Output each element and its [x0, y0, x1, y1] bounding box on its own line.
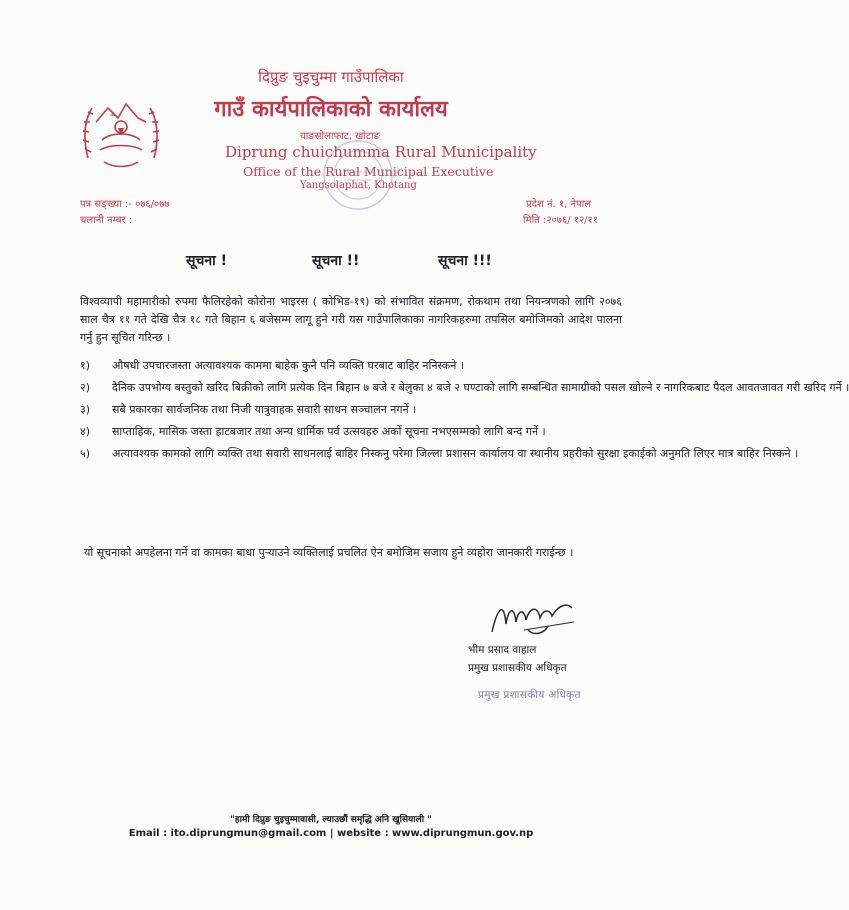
closing-paragraph: यो सूचनाको अपहेलना गर्ने वा कामका बाधा पुऱ्याउने व्यक्तिलाई प्रचलित ऐन बमोजिम सजाय हुने व्यहोरा जानकारी गराईन्छ ।	[84, 546, 574, 559]
list-item	[80, 379, 849, 397]
municipality-name-english: Diprung chuichumma Rural Municipality	[225, 143, 537, 161]
footer-contact: Email : ito.diprungmun@gmail.com | website : www.diprungmun.gov.np	[128, 828, 534, 839]
list-item-text: सबै प्रकारका सार्वजनिक तथा निजी यात्रुवाहक सवारी साधन सञ्चालन नगर्ने ।	[112, 403, 417, 416]
list-item	[80, 401, 625, 419]
province-label: प्रदेश नं. १, नेपाल	[526, 199, 592, 210]
notice-intro-paragraph: विश्वव्यापी महामारीको रुपमा फैलिरहेको कोरोना भाइरस ( कोभिड-१९) को संभावित संक्रमण, रोकथाम तथा नियन्त्रणको लागि २०७६ साल चैत्र ११ गते देखि चैत्र १८ गते बिहान ६ बजेसम्म लागू हुने गरी यस गाउँपालिकाका नागरिकहरुमा तपसिल बमोजिमको आदेश पालना गर्नु हुन सूचित गरिन्छ ।	[80, 295, 622, 344]
signatory-name: भीम प्रसाद वाहाल	[468, 644, 537, 656]
address-nepali: याङसोलाफाट, खोटाङ	[300, 131, 380, 142]
notice-heading-3: सूचना !!!	[438, 253, 492, 269]
list-item-text: औषधी उपचारजस्ता अत्यावश्यक काममा बाहेक कुनै पनि व्यक्ति घरबाट बाहिर ननिस्कने ।	[112, 359, 464, 372]
handwritten-signature	[488, 596, 578, 640]
office-name-nepali: गाउँ कार्यपालिकाको कार्यालय	[214, 97, 448, 122]
office-name-english: Office of the Rural Municipal Executive	[243, 164, 494, 179]
letter-date: मिति :२०७६/ १२/११	[523, 215, 598, 226]
office-seal-stamp	[318, 130, 398, 220]
list-item-number: ५)	[80, 447, 91, 460]
dispatch-number: चलानी नम्बर :	[80, 215, 133, 226]
list-item-number: २)	[80, 381, 91, 394]
notice-heading-2: सूचना !!	[312, 253, 360, 269]
municipality-name-nepali: दिप्रुङ चुइचुम्मा गाउँपालिका	[258, 68, 404, 86]
designation-stamp: प्रमुख प्रशासकीय अधिकृत	[478, 689, 581, 701]
list-item-text: दैनिक उपभोग्य बस्तुको खरिद बिक्रीको लागि प्रत्येक दिन बिहान ७ बजे र बेलुका ४ बजे २ घण्टाको लागि सम्बन्धित सामाग्रीको पसल खोल्ने र नागरिकबाट पैदल आवतजावत गरी खरिद गर्ने ।	[112, 381, 849, 394]
list-item-number: १)	[80, 359, 91, 372]
notice-heading-1: सूचना !	[186, 253, 228, 269]
signatory-title: प्रमुख प्रशासकीय अधिकृत	[468, 662, 567, 674]
list-item	[80, 445, 799, 463]
list-item	[80, 423, 625, 441]
list-item-number: ३)	[80, 403, 91, 416]
list-item-text: साप्ताहिक, मासिक जस्ता हाटबजार तथा अन्य धार्मिक पर्व उत्सवहरु अर्को सूचना नभएसम्मको लागि बन्द गर्ने ।	[112, 425, 546, 438]
address-english: Yangsolaphat, Khotang	[300, 180, 417, 191]
footer-motto: "हामी दिप्रुङ चुइचुम्मावासी, ल्याउछौं समृद्धि अनि खुसियाली "	[230, 815, 432, 825]
letter-number: पत्र सङ्ख्या :- ०७६/०७७	[80, 199, 170, 210]
rules-list	[80, 357, 849, 467]
list-item	[80, 357, 625, 375]
list-item-number: ४)	[80, 425, 91, 438]
list-item-text: अत्यावश्यक कामको लागि व्यक्ति तथा सवारी साधनलाई बाहिर निस्कनु परेमा जिल्ला प्रशासन कार्यालय वा स्थानीय प्रहरीको सुरक्षा इकाईको अनुमति लिएर मात्र बाहिर निस्कने ।	[112, 447, 799, 460]
